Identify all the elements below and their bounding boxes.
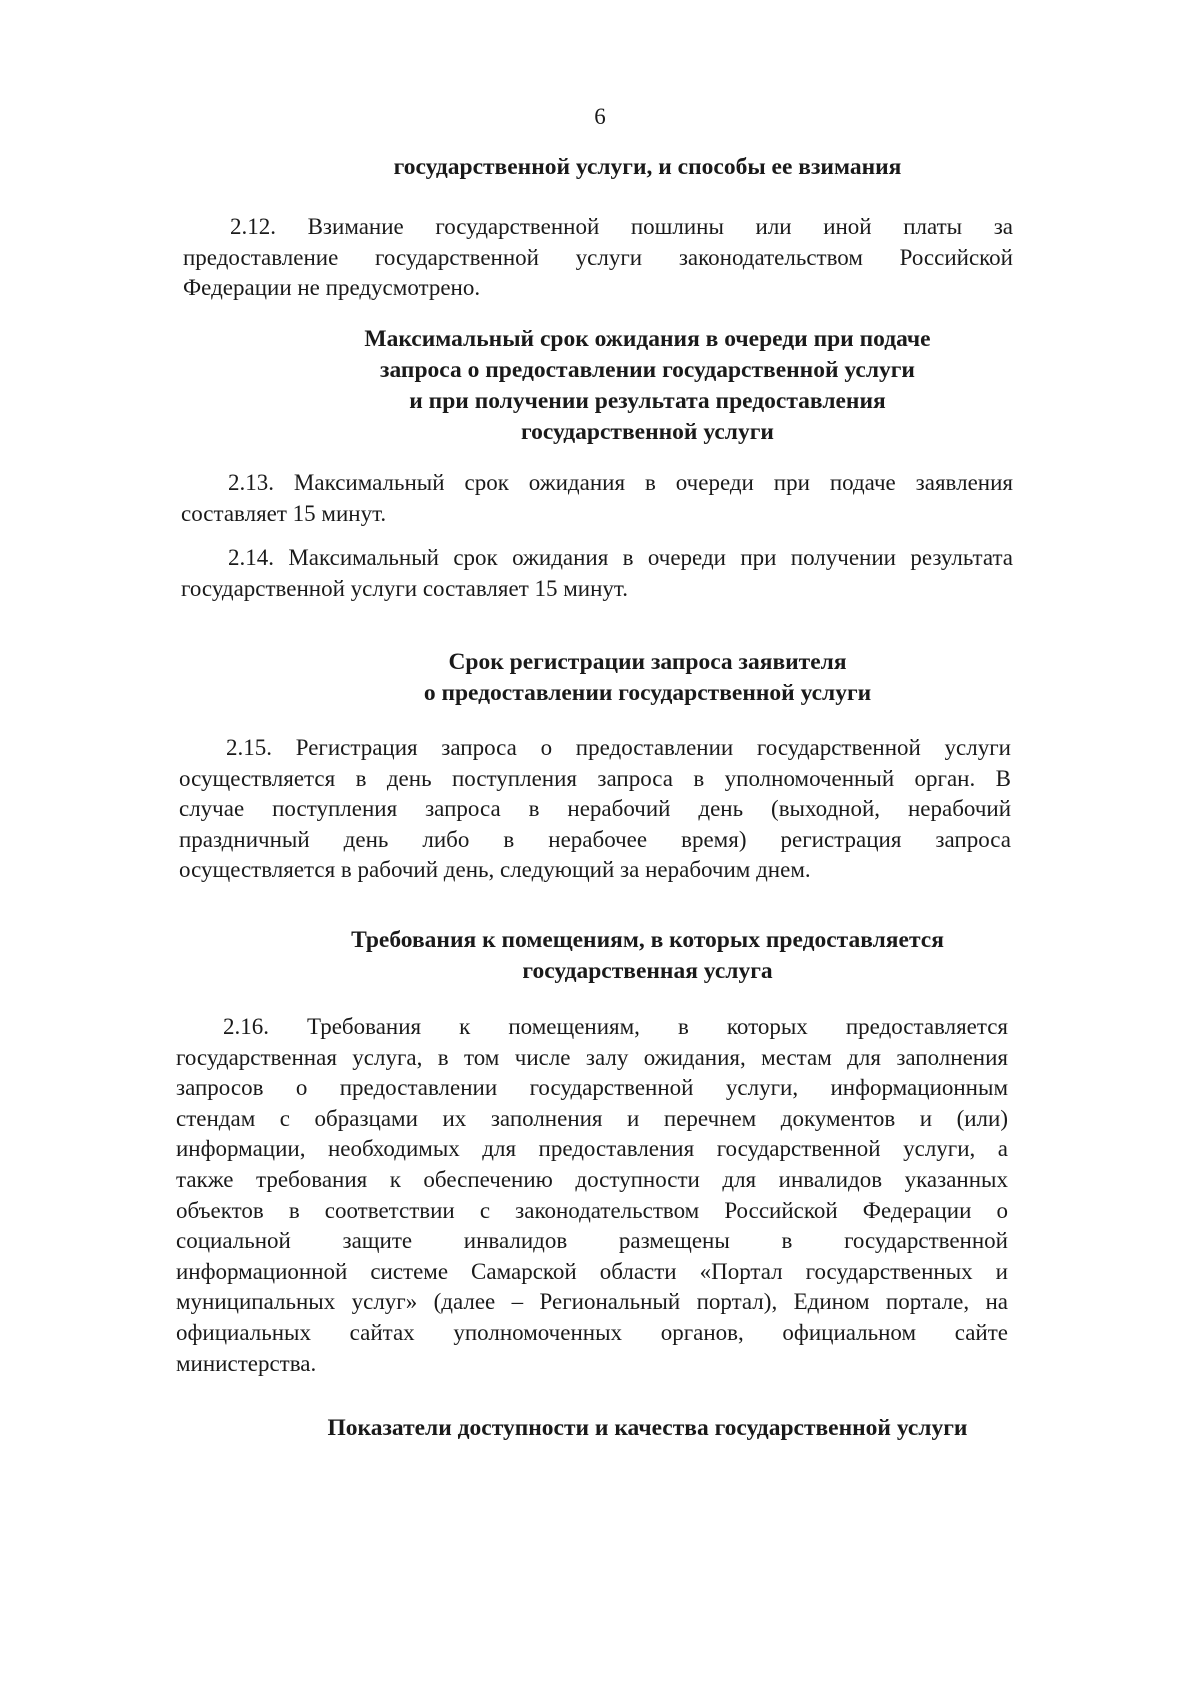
paragraph-2-16 xyxy=(176,1012,1008,1379)
heading-quality-indicators: Показатели доступности и качества государственной услуги xyxy=(327,1415,968,1441)
paragraph-2-15 xyxy=(179,733,1011,886)
paragraph-line: объектов в соответствии с законодательством Российской Федерации о xyxy=(176,1197,1008,1223)
heading-line: государственной услуги xyxy=(521,419,774,445)
paragraph-line: муниципальных услуг» (далее – Региональный портал), Едином портале, на xyxy=(176,1289,1008,1315)
paragraph-line: запросов о предоставлении государственной услуги, информационным xyxy=(176,1075,1008,1101)
paragraph-2-12 xyxy=(183,212,1013,304)
heading-premises-requirements xyxy=(190,925,1105,987)
paragraph-2-14 xyxy=(181,543,1013,604)
paragraph-line: составляет 15 минут. xyxy=(181,500,387,526)
paragraph-line: официальных сайтах уполномоченных органов, официальном сайте xyxy=(176,1319,1008,1345)
heading-line: запроса о предоставлении государственной услуги xyxy=(380,357,915,383)
paragraph-line: информационной системе Самарской области «Портал государственных и xyxy=(176,1258,1008,1284)
heading-fee-continuation: государственной услуги, и способы ее взимания xyxy=(393,154,902,180)
paragraph-line: предоставление государственной услуги законодательством Российской xyxy=(183,244,1013,270)
heading-line: Максимальный срок ожидания в очереди при подаче xyxy=(364,326,931,352)
paragraph-line: также требования к обеспечению доступности для инвалидов указанных xyxy=(176,1166,1008,1192)
paragraph-line: Федерации не предусмотрено. xyxy=(183,275,481,300)
paragraph-line: государственной услуги составляет 15 минут. xyxy=(181,575,628,601)
paragraph-line: осуществляется в рабочий день, следующий за нерабочим днем. xyxy=(179,857,811,882)
heading-line: и при получении результата предоставления xyxy=(409,388,886,414)
paragraph-line: 2.14. Максимальный срок ожидания в очереди при получении результата xyxy=(228,545,1013,570)
paragraph-line: 2.12. Взимание государственной пошлины или иной платы за xyxy=(230,214,1013,239)
paragraph-line: 2.16. Требования к помещениям, в которых предоставляется xyxy=(223,1014,1008,1039)
paragraph-line: государственная услуга, в том числе залу ожидания, местам для заполнения xyxy=(176,1044,1008,1070)
paragraph-line: 2.13. Максимальный срок ожидания в очереди при подаче заявления xyxy=(228,470,1013,495)
heading-line: Требования к помещениям, в которых предоставляется xyxy=(351,927,944,953)
paragraph-line: осуществляется в день поступления запроса в уполномоченный орган. В xyxy=(179,765,1011,791)
paragraph-line: 2.15. Регистрация запроса о предоставлении государственной услуги xyxy=(226,735,1011,760)
heading-queue-time xyxy=(190,324,1105,448)
paragraph-line: случае поступления запроса в нерабочий день (выходной, нерабочий xyxy=(179,796,1011,821)
heading-line: государственная услуга xyxy=(522,958,773,984)
heading-line: Срок регистрации запроса заявителя xyxy=(448,649,847,675)
paragraph-line: социальной защите инвалидов размещены в государственной xyxy=(176,1228,1008,1254)
heading-registration-term xyxy=(190,647,1105,709)
heading-line: о предоставлении государственной услуги xyxy=(423,680,872,706)
paragraph-2-13 xyxy=(181,468,1013,529)
page-number: 6 xyxy=(594,104,606,129)
paragraph-line: праздничный день либо в нерабочее время) регистрация запроса xyxy=(179,826,1011,852)
paragraph-line: информации, необходимых для предоставления государственной услуги, а xyxy=(176,1136,1008,1162)
paragraph-line: стендам с образцами их заполнения и перечнем документов и (или) xyxy=(176,1105,1008,1131)
paragraph-line: министерства. xyxy=(176,1350,317,1376)
